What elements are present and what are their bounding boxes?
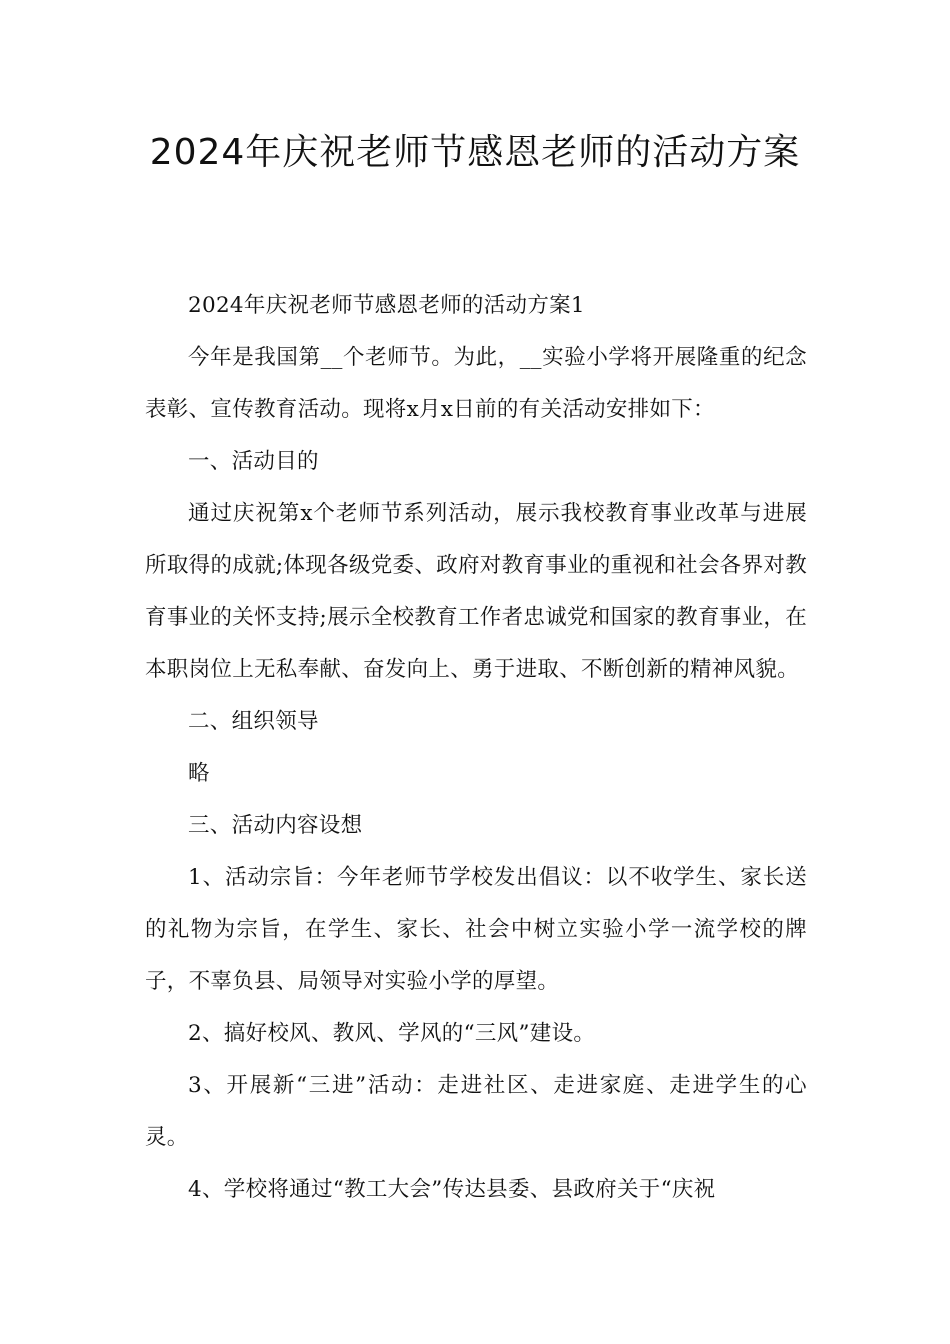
- heading-purpose: 一、活动目的: [188, 449, 319, 474]
- leadership-paragraph: 略: [188, 761, 210, 786]
- purpose-paragraph: 通过庆祝第x个老师节系列活动，展示我校教育事业改革与进展所取得的成就;体现各级党委、政府对教育事业的重视和社会各界对教育事业的关怀支持;展示全校教育工作者忠诚党和国家的教育事业，在本职岗位上无私奉献、奋发向上、勇于进取、不断创新的精神风貌。: [145, 501, 807, 682]
- document-title: 2024年庆祝老师节感恩老师的活动方案: [149, 132, 801, 173]
- content-item-2: 2、搞好校风、教风、学风的“三风”建设。: [188, 1021, 596, 1046]
- content-item-1: 1、活动宗旨：今年老师节学校发出倡议：以不收学生、家长送的礼物为宗旨，在学生、家长、社会中树立实验小学一流学校的牌子，不辜负县、局领导对实验小学的厚望。: [145, 865, 807, 994]
- content-item-3: 3、开展新“三进”活动：走进社区、走进家庭、走进学生的心灵。: [145, 1073, 807, 1150]
- heading-leadership: 二、组织领导: [188, 709, 319, 734]
- document-body: [145, 280, 807, 1216]
- content-item-4: 4、学校将通过“教工大会”传达县委、县政府关于“庆祝: [188, 1177, 716, 1202]
- intro-paragraph: 今年是我国第__个老师节。为此，__实验小学将开展隆重的纪念表彰、宣传教育活动。现将x月x日前的有关活动安排如下：: [145, 345, 807, 422]
- heading-content: 三、活动内容设想: [188, 813, 363, 838]
- section-heading: 2024年庆祝老师节感恩老师的活动方案1: [188, 293, 585, 318]
